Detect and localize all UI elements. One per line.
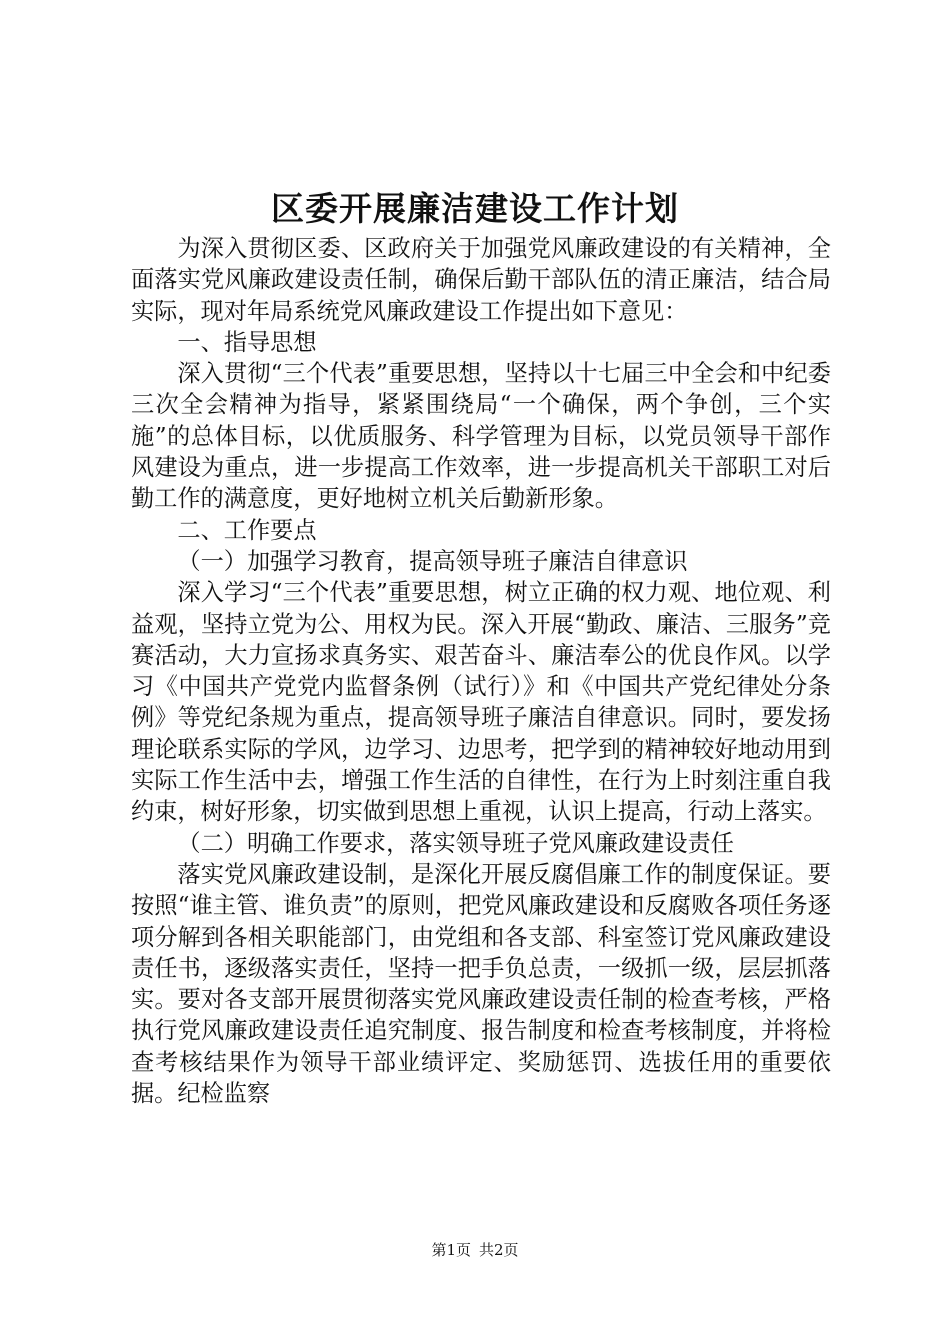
- page-number: 第1页: [431, 1241, 471, 1259]
- section-heading-work-points: 二、工作要点: [177, 516, 317, 544]
- paragraph-study-education: 深入学习“三个代表”重要思想，树立正确的权力观、地位观、利益观，坚持立党为公、用权为民。深入开展“勤政、廉洁、三服务”竞赛活动，大力宣扬求真务实、艰苦奋斗、廉洁奉公的优良作风。以学习《中国共产党党内监督条例（试行）》和《中国共产党纪律处分条例》等党纪条规为重点，提高领导班子廉洁自律意识。同时，要发扬理论联系实际的学风，边学习、边思考，把学到的精神较好地动用到实际工作生活中去，增强工作生活的自律性，在行为上时刻注重自我约束，树好形象，切实做到思想上重视，认识上提高，行动上落实。: [131, 579, 831, 826]
- paragraph-responsibility: 落实党风廉政建设制，是深化开展反腐倡廉工作的制度保证。要按照“谁主管、谁负责”的原则，把党风廉政建设和反腐败各项任务逐项分解到各相关职能部门，由党组和各支部、科室签订党风廉政建设责任书，逐级落实责任，坚持一把手负总责，一级抓一级，层层抓落实。要对各支部开展贯彻落实党风廉政建设责任制的检查考核，严格执行党风廉政建设责任追究制度、报告制度和检查考核制度，并将检查考核结果作为领导干部业绩评定、奖励惩罚、选拔任用的重要依据。纪检监察: [131, 860, 831, 1108]
- paragraph-intro: 为深入贯彻区委、区政府关于加强党风廉政建设的有关精神，全面落实党风廉政建设责任制，确保后勤干部队伍的清正廉洁，结合局实际，现对年局系统党风廉政建设工作提出如下意见：: [131, 235, 831, 325]
- document-body: [131, 233, 831, 1109]
- page-total: 共2页: [479, 1241, 519, 1259]
- page-footer: [0, 1240, 950, 1260]
- section-heading-guiding-ideology: 一、指导思想: [177, 328, 317, 356]
- subsection-heading-2: （二）明确工作要求，落实领导班子党风廉政建设责任: [177, 829, 734, 857]
- document-title: 区委开展廉洁建设工作计划: [271, 189, 679, 228]
- subsection-heading-1: （一）加强学习教育，提高领导班子廉洁自律意识: [177, 547, 688, 575]
- paragraph-guiding-ideology: 深入贯彻“三个代表”重要思想，坚持以十七届三中全会和中纪委三次全会精神为指导，紧紧围绕局“一个确保，两个争创，三个实施”的总体目标，以优质服务、科学管理为目标，以党员领导干部作风建设为重点，进一步提高工作效率，进一步提高机关干部职工对后勤工作的满意度，更好地树立机关后勤新形象。: [131, 360, 831, 513]
